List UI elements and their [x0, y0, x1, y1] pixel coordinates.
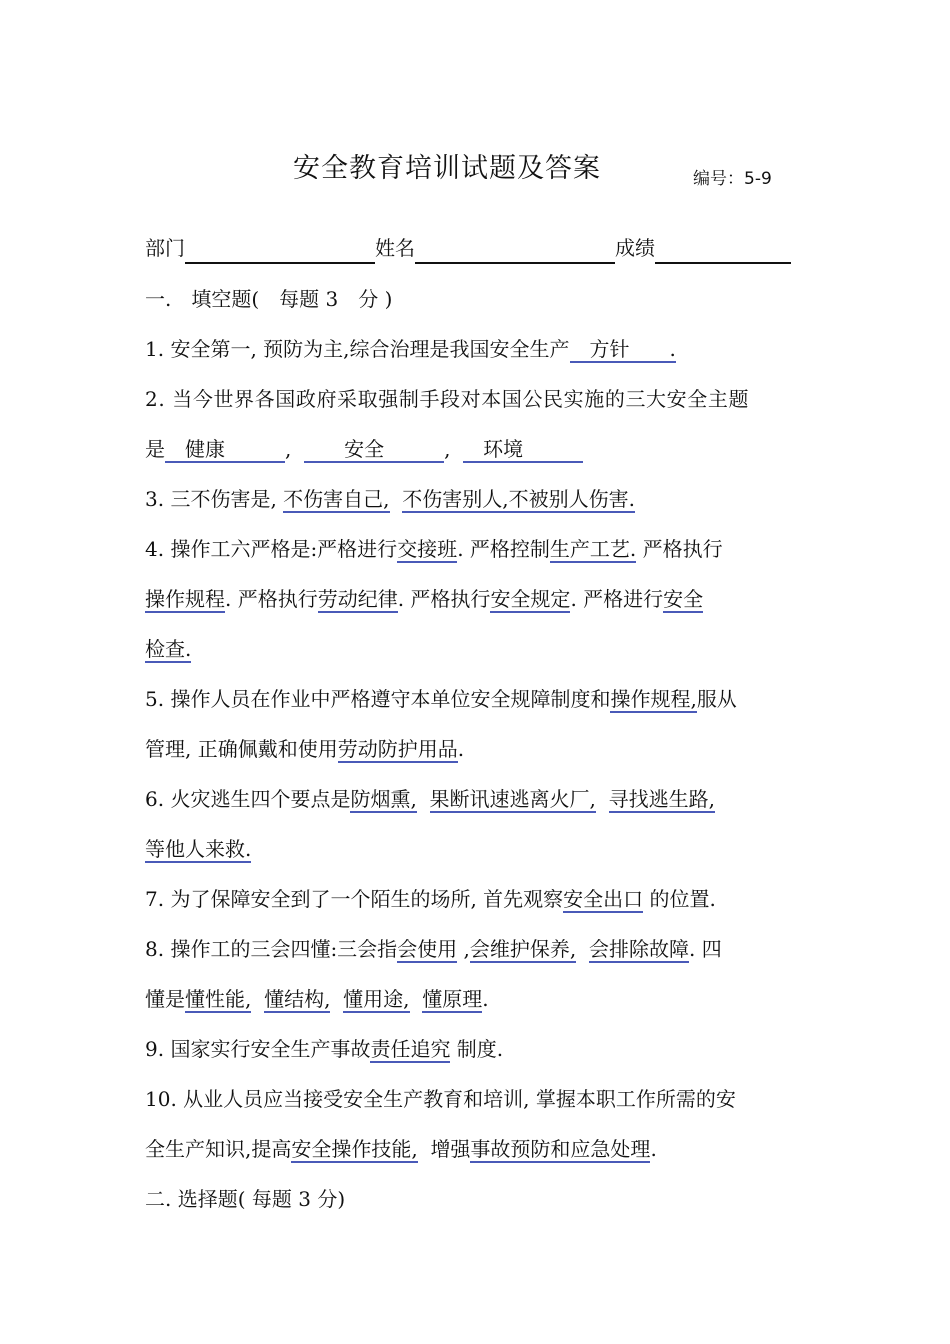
q1-answer: 方针 . — [569, 337, 676, 361]
q9-text: 9. 国家实行安全生产事故 — [145, 1037, 371, 1061]
q8-post-2: . — [482, 987, 489, 1011]
q2-sep-1: , — [285, 437, 292, 461]
q2-answer-1: 健康 — [165, 437, 285, 461]
section-fill-blank: 一. 填空题( 每题 3 分 ) — [145, 287, 393, 311]
q5-answer-2: 劳动防护用品 — [337, 737, 458, 761]
q8-answer-7: 懂原理 — [422, 987, 483, 1011]
q4-answer-3: 操作规程 — [145, 587, 225, 611]
question-10-line1: 10. 从业人员应当接受安全生产教育和培训, 掌握本职工作所需的安 — [145, 1087, 736, 1111]
q8-text-2: 懂是 — [145, 987, 185, 1011]
q8-answer-3: 会排除故障 — [588, 937, 689, 961]
question-1 — [145, 332, 676, 366]
q5-text-2: 管理, 正确佩戴和使用 — [145, 737, 338, 761]
q7-text: 7. 为了保障安全到了一个陌生的场所, 首先观察 — [145, 887, 564, 911]
question-8-line2 — [145, 982, 489, 1016]
q4-answer-6-cont: 检查. — [145, 637, 192, 661]
q3-answer-1: 不伤害自己, — [283, 487, 390, 511]
question-7 — [145, 882, 716, 916]
q3-answer-2: 不伤害别人, — [402, 487, 509, 511]
q4-answer-4: 劳动纪律 — [317, 587, 398, 611]
q10-answer-1: 安全操作技能, — [291, 1137, 418, 1161]
question-2-line2 — [145, 432, 583, 466]
question-5-line2 — [145, 732, 464, 766]
q6-answer-3: 寻找逃生路, — [608, 787, 715, 811]
question-6-line2 — [145, 832, 251, 866]
name-field[interactable] — [415, 236, 615, 264]
question-4-line3 — [145, 632, 191, 666]
q8-post: . 四 — [688, 937, 722, 961]
q8-text: 8. 操作工的三会四懂:三会指 — [145, 937, 398, 961]
q8-mid: , — [457, 937, 470, 961]
q2-answer-2: 安全 — [304, 437, 445, 461]
q5-answer-1: 操作规程, — [610, 687, 697, 711]
document-title: 安全教育培训试题及答案 — [293, 153, 601, 184]
q4-answer-6: 安全 — [663, 587, 704, 611]
q4-mid-1: . 严格控制 — [457, 537, 550, 561]
dept-field[interactable] — [185, 236, 375, 264]
q1-text: 1. 安全第一, 预防为主,综合治理是我国安全生产 — [145, 337, 570, 361]
question-4-line1 — [145, 532, 723, 566]
document-code: 编号：5-9 — [693, 169, 772, 189]
q8-answer-1: 会使用 — [397, 937, 458, 961]
q8-answer-6: 懂用途, — [343, 987, 410, 1011]
q2-answer-3: 环境 — [463, 437, 584, 461]
q4-mid-3: . 严格执行 — [225, 587, 318, 611]
q7-answer: 安全出口 — [563, 887, 644, 911]
q4-mid-5: . 严格进行 — [570, 587, 664, 611]
q2-prefix: 是 — [145, 437, 165, 461]
q10-mid: 增强 — [430, 1137, 471, 1161]
q4-answer-2: 生产工艺. — [549, 537, 637, 561]
q10-answer-2: 事故预防和应急处理 — [470, 1137, 651, 1161]
question-10-line2 — [145, 1132, 657, 1166]
q3-answer-3: 不被别人伤害. — [508, 487, 635, 511]
question-3 — [145, 482, 635, 516]
q10-post: . — [650, 1137, 657, 1161]
q4-mid-4: . 严格执行 — [397, 587, 491, 611]
question-9 — [145, 1032, 503, 1066]
score-field[interactable] — [655, 236, 791, 264]
question-6-line1 — [145, 782, 715, 816]
q5-text: 5. 操作人员在作业中严格遵守本单位安全规障制度和 — [145, 687, 611, 711]
q4-mid-2: 严格执行 — [636, 537, 723, 561]
q8-answer-2: 会维护保养, — [469, 937, 577, 961]
question-4-line2 — [145, 582, 703, 616]
q6-answer-2: 果断讯速逃离火厂, — [429, 787, 596, 811]
question-8-line1 — [145, 932, 722, 966]
q6-answer-4: 等他人来救. — [145, 837, 252, 861]
name-label: 姓名 — [375, 236, 415, 260]
q4-text: 4. 操作工六严格是:严格进行 — [145, 537, 398, 561]
q4-answer-5: 安全规定 — [490, 587, 571, 611]
question-5-line1 — [145, 682, 737, 716]
dept-label: 部门 — [145, 236, 185, 260]
q6-answer-1: 防烟熏, — [350, 787, 417, 811]
q6-text: 6. 火灾逃生四个要点是 — [145, 787, 351, 811]
q2-sep-2: , — [444, 437, 451, 461]
q4-answer-1: 交接班 — [397, 537, 458, 561]
q9-post: 制度. — [450, 1037, 504, 1061]
q5-post: 服从 — [696, 687, 737, 711]
q3-text: 3. 三不伤害是, — [145, 487, 277, 511]
q8-answer-4: 懂性能, — [185, 987, 252, 1011]
info-line — [145, 231, 791, 265]
q7-post: 的位置. — [643, 887, 716, 911]
q8-answer-5: 懂结构, — [264, 987, 331, 1011]
section-multiple-choice: 二. 选择题( 每题 3 分) — [145, 1187, 346, 1211]
score-label: 成绩 — [615, 236, 655, 260]
question-2-line1: 2. 当今世界各国政府采取强制手段对本国公民实施的三大安全主题 — [145, 387, 750, 411]
q9-answer: 责任追究 — [370, 1037, 451, 1061]
q10-text: 全生产知识,提高 — [145, 1137, 292, 1161]
q5-post-2: . — [457, 737, 465, 761]
